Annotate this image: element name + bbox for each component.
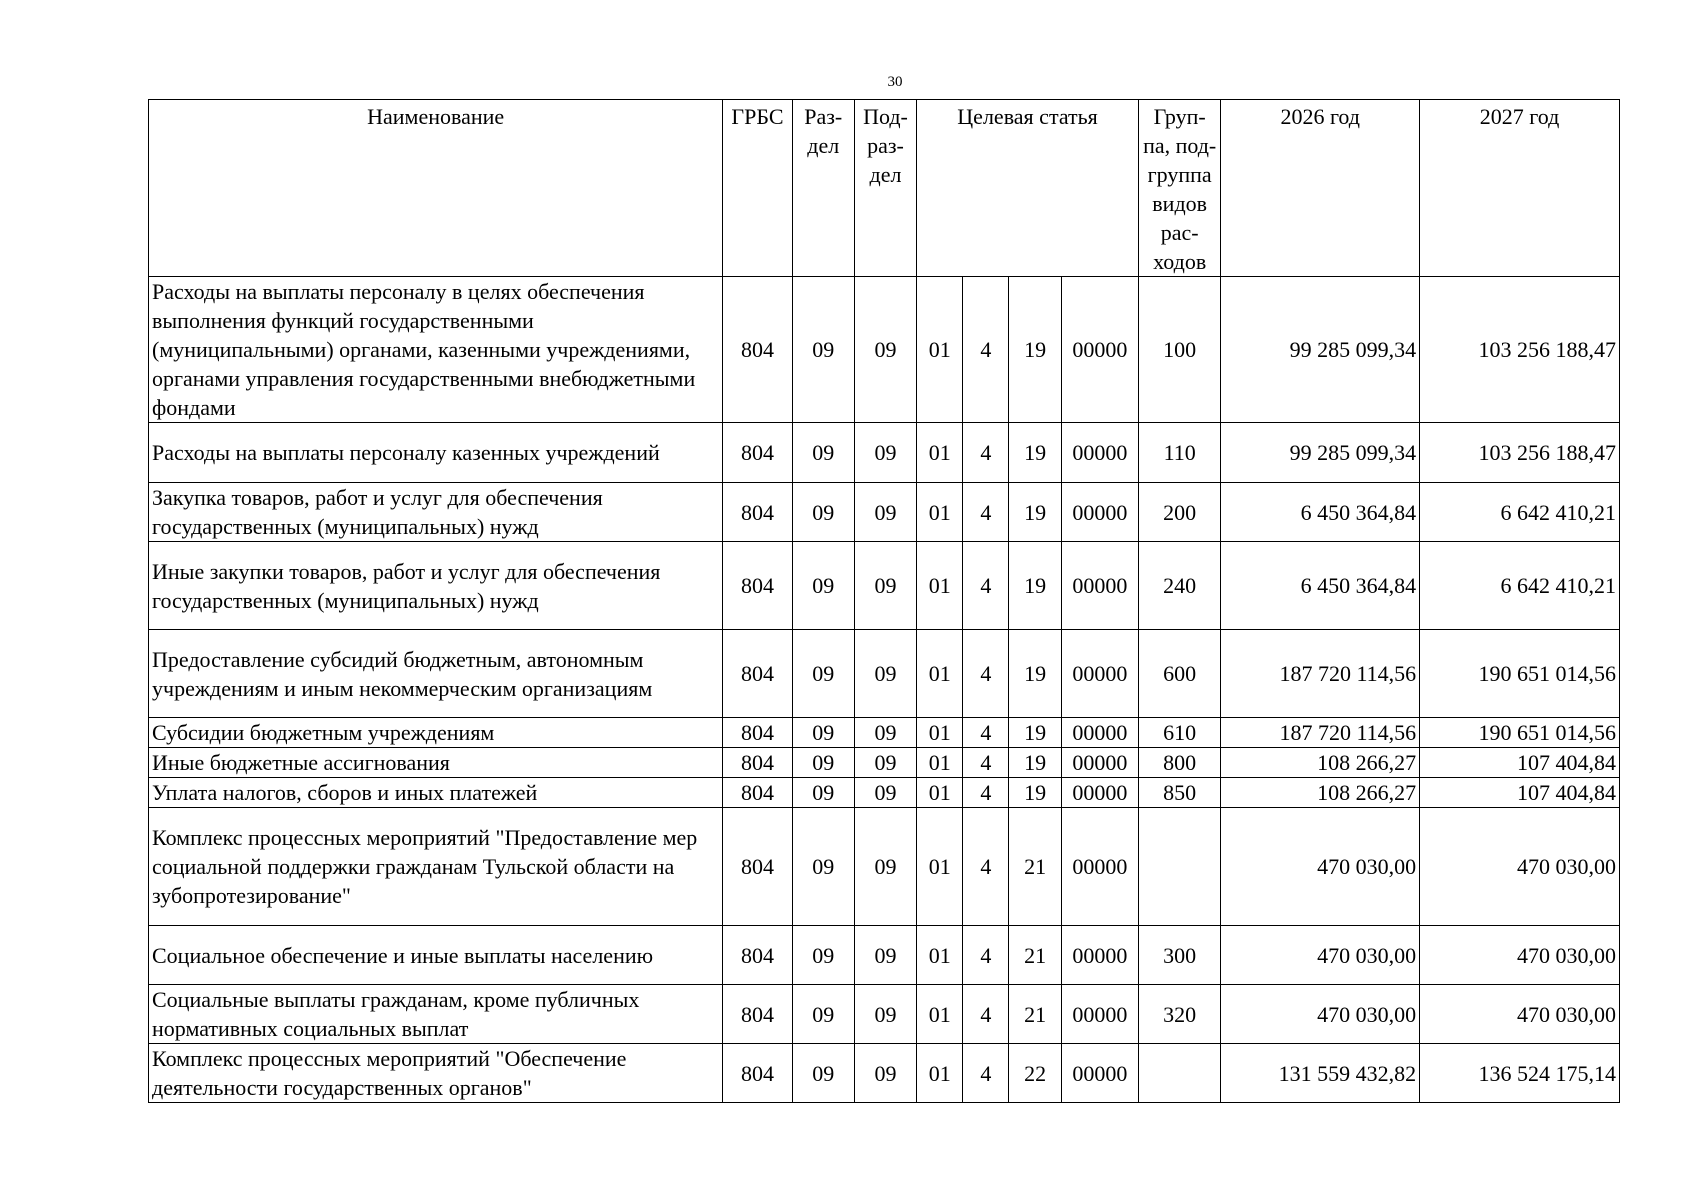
row-target-direction: 00000: [1061, 542, 1138, 630]
row-expense-group: 300: [1139, 926, 1221, 985]
row-target-program: 01: [917, 423, 963, 483]
row-name: Субсидии бюджетным учреждениям: [149, 718, 723, 748]
row-amount-2027: 190 651 014,56: [1420, 718, 1620, 748]
row-podrazdel: 09: [854, 748, 916, 778]
row-podrazdel: 09: [854, 423, 916, 483]
row-podrazdel: 09: [854, 926, 916, 985]
row-name: Социальные выплаты гражданам, кроме публичных нормативных социальных выплат: [149, 985, 723, 1044]
row-name: Закупка товаров, работ и услуг для обеспечения государственных (муниципальных) нужд: [149, 483, 723, 542]
row-target-type: 4: [963, 985, 1009, 1044]
row-target-direction: 00000: [1061, 985, 1138, 1044]
row-target-complex: 22: [1009, 1044, 1061, 1103]
row-target-type: 4: [963, 423, 1009, 483]
row-razdel: 09: [792, 985, 854, 1044]
row-target-program: 01: [917, 778, 963, 808]
row-podrazdel: 09: [854, 1044, 916, 1103]
row-amount-2027: 107 404,84: [1420, 778, 1620, 808]
row-expense-group: 110: [1139, 423, 1221, 483]
table-row: [149, 542, 1620, 630]
row-expense-group: 200: [1139, 483, 1221, 542]
row-target-program: 01: [917, 630, 963, 718]
row-grbs: 804: [723, 277, 792, 423]
row-target-program: 01: [917, 748, 963, 778]
table-row: [149, 1044, 1620, 1103]
row-grbs: 804: [723, 718, 792, 748]
row-amount-2026: 99 285 099,34: [1221, 277, 1420, 423]
table-row: [149, 748, 1620, 778]
table-row: [149, 985, 1620, 1044]
row-amount-2026: 99 285 099,34: [1221, 423, 1420, 483]
row-target-direction: 00000: [1061, 630, 1138, 718]
table-row: [149, 926, 1620, 985]
row-amount-2027: 6 642 410,21: [1420, 483, 1620, 542]
row-razdel: 09: [792, 808, 854, 926]
row-grbs: 804: [723, 423, 792, 483]
row-target-direction: 00000: [1061, 718, 1138, 748]
row-target-program: 01: [917, 718, 963, 748]
row-amount-2027: 6 642 410,21: [1420, 542, 1620, 630]
row-amount-2027: 190 651 014,56: [1420, 630, 1620, 718]
row-podrazdel: 09: [854, 542, 916, 630]
table-row: [149, 277, 1620, 423]
row-amount-2026: 470 030,00: [1221, 985, 1420, 1044]
row-razdel: 09: [792, 542, 854, 630]
row-target-program: 01: [917, 1044, 963, 1103]
row-grbs: 804: [723, 542, 792, 630]
header-name: Наименование: [149, 100, 723, 277]
row-podrazdel: 09: [854, 718, 916, 748]
header-row: [149, 100, 1620, 277]
row-expense-group: 600: [1139, 630, 1221, 718]
row-grbs: 804: [723, 1044, 792, 1103]
row-name: Иные бюджетные ассигнования: [149, 748, 723, 778]
row-name: Расходы на выплаты персоналу в целях обеспечения выполнения функций государственными (муниципальными) органами, казенными учреждениями, органами управления государственными внебюджетными фондами: [149, 277, 723, 423]
row-target-type: 4: [963, 778, 1009, 808]
row-razdel: 09: [792, 718, 854, 748]
row-target-complex: 21: [1009, 926, 1061, 985]
row-amount-2026: 470 030,00: [1221, 926, 1420, 985]
row-grbs: 804: [723, 778, 792, 808]
row-target-complex: 19: [1009, 718, 1061, 748]
row-target-direction: 00000: [1061, 926, 1138, 985]
row-expense-group: [1139, 808, 1221, 926]
row-name: Расходы на выплаты персоналу казенных учреждений: [149, 423, 723, 483]
row-amount-2027: 103 256 188,47: [1420, 423, 1620, 483]
row-amount-2026: 6 450 364,84: [1221, 542, 1420, 630]
row-grbs: 804: [723, 926, 792, 985]
row-target-direction: 00000: [1061, 748, 1138, 778]
row-razdel: 09: [792, 277, 854, 423]
row-podrazdel: 09: [854, 630, 916, 718]
row-amount-2027: 107 404,84: [1420, 748, 1620, 778]
row-amount-2027: 136 524 175,14: [1420, 1044, 1620, 1103]
row-name: Иные закупки товаров, работ и услуг для обеспечения государственных (муниципальных) нужд: [149, 542, 723, 630]
row-amount-2026: 6 450 364,84: [1221, 483, 1420, 542]
row-target-complex: 19: [1009, 423, 1061, 483]
row-expense-group: 320: [1139, 985, 1221, 1044]
row-grbs: 804: [723, 748, 792, 778]
row-target-program: 01: [917, 808, 963, 926]
row-expense-group: 850: [1139, 778, 1221, 808]
row-amount-2026: 108 266,27: [1221, 778, 1420, 808]
row-razdel: 09: [792, 926, 854, 985]
row-target-type: 4: [963, 718, 1009, 748]
row-podrazdel: 09: [854, 277, 916, 423]
table-row: [149, 483, 1620, 542]
row-target-type: 4: [963, 1044, 1009, 1103]
row-amount-2027: 470 030,00: [1420, 985, 1620, 1044]
row-amount-2026: 470 030,00: [1221, 808, 1420, 926]
row-target-direction: 00000: [1061, 277, 1138, 423]
row-razdel: 09: [792, 630, 854, 718]
row-target-direction: 00000: [1061, 1044, 1138, 1103]
row-expense-group: 100: [1139, 277, 1221, 423]
header-2027: 2027 год: [1420, 100, 1620, 277]
header-podrazdel: Под- раз- дел: [854, 100, 916, 277]
row-razdel: 09: [792, 423, 854, 483]
header-razdel: Раз- дел: [792, 100, 854, 277]
table-row: [149, 718, 1620, 748]
header-target: Целевая статья: [917, 100, 1139, 277]
row-target-type: 4: [963, 542, 1009, 630]
row-target-program: 01: [917, 542, 963, 630]
budget-table: [148, 99, 1620, 1103]
row-podrazdel: 09: [854, 778, 916, 808]
row-target-type: 4: [963, 748, 1009, 778]
row-target-direction: 00000: [1061, 423, 1138, 483]
row-razdel: 09: [792, 778, 854, 808]
row-expense-group: 610: [1139, 718, 1221, 748]
row-target-complex: 19: [1009, 542, 1061, 630]
row-target-type: 4: [963, 630, 1009, 718]
row-target-type: 4: [963, 926, 1009, 985]
row-podrazdel: 09: [854, 808, 916, 926]
row-target-type: 4: [963, 277, 1009, 423]
row-name: Предоставление субсидий бюджетным, автономным учреждениям и иным некоммерческим организациям: [149, 630, 723, 718]
row-name: Социальное обеспечение и иные выплаты населению: [149, 926, 723, 985]
table-row: [149, 630, 1620, 718]
row-target-type: 4: [963, 808, 1009, 926]
row-target-type: 4: [963, 483, 1009, 542]
row-target-direction: 00000: [1061, 778, 1138, 808]
table-row: [149, 808, 1620, 926]
header-grbs: ГРБС: [723, 100, 792, 277]
row-podrazdel: 09: [854, 985, 916, 1044]
row-amount-2026: 187 720 114,56: [1221, 630, 1420, 718]
row-name: Уплата налогов, сборов и иных платежей: [149, 778, 723, 808]
row-target-complex: 19: [1009, 630, 1061, 718]
row-podrazdel: 09: [854, 483, 916, 542]
page-number: 30: [887, 74, 903, 90]
row-razdel: 09: [792, 1044, 854, 1103]
row-target-complex: 19: [1009, 748, 1061, 778]
row-amount-2026: 187 720 114,56: [1221, 718, 1420, 748]
row-target-complex: 21: [1009, 985, 1061, 1044]
row-amount-2027: 470 030,00: [1420, 926, 1620, 985]
row-grbs: 804: [723, 808, 792, 926]
table-row: [149, 778, 1620, 808]
row-target-program: 01: [917, 926, 963, 985]
row-target-complex: 19: [1009, 778, 1061, 808]
row-amount-2026: 108 266,27: [1221, 748, 1420, 778]
row-expense-group: [1139, 1044, 1221, 1103]
row-razdel: 09: [792, 748, 854, 778]
row-target-program: 01: [917, 985, 963, 1044]
table-row: [149, 423, 1620, 483]
row-target-complex: 21: [1009, 808, 1061, 926]
row-name: Комплекс процессных мероприятий "Обеспечение деятельности государственных органов": [149, 1044, 723, 1103]
row-amount-2027: 470 030,00: [1420, 808, 1620, 926]
row-target-complex: 19: [1009, 277, 1061, 423]
header-2026: 2026 год: [1221, 100, 1420, 277]
row-target-program: 01: [917, 277, 963, 423]
header-group: Груп- па, под- группа видов рас- ходов: [1139, 100, 1221, 277]
row-target-direction: 00000: [1061, 808, 1138, 926]
row-target-program: 01: [917, 483, 963, 542]
row-amount-2027: 103 256 188,47: [1420, 277, 1620, 423]
row-grbs: 804: [723, 630, 792, 718]
row-expense-group: 240: [1139, 542, 1221, 630]
row-amount-2026: 131 559 432,82: [1221, 1044, 1420, 1103]
row-grbs: 804: [723, 483, 792, 542]
row-name: Комплекс процессных мероприятий "Предоставление мер социальной поддержки гражданам Тульской области на зубопротезирование": [149, 808, 723, 926]
row-expense-group: 800: [1139, 748, 1221, 778]
row-target-complex: 19: [1009, 483, 1061, 542]
row-grbs: 804: [723, 985, 792, 1044]
row-razdel: 09: [792, 483, 854, 542]
row-target-direction: 00000: [1061, 483, 1138, 542]
